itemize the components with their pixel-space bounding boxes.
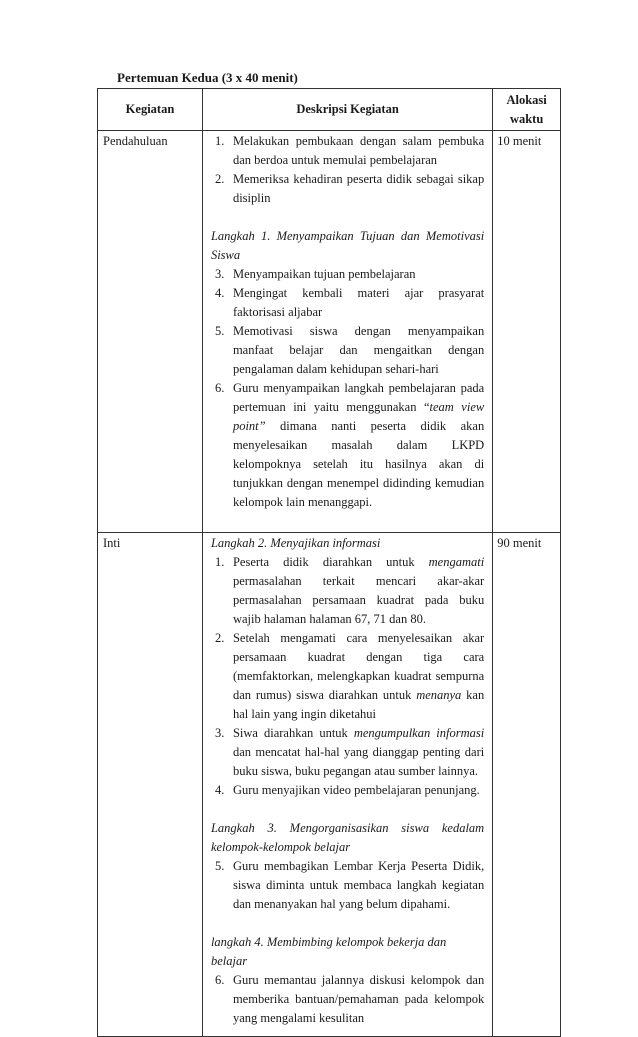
phase-description [202,533,492,1037]
header-alokasi-line1: Alokasi [506,92,547,107]
step-heading: Langkah 2. Menyajikan informasi [210,536,381,550]
list-item: 4. Mengingat kembali materi ajar prasyarat faktorisasi aljabar [214,286,485,319]
table-header-row [98,89,561,131]
header-alokasi-line2: waktu [509,111,544,126]
list-item: 3. Menyampaikan tujuan pembelajaran [214,267,416,281]
header-deskripsi: Deskripsi Kegiatan [202,89,492,131]
page-title: Pertemuan Kedua (3 x 40 menit) [117,70,298,85]
list-item: 2. Memeriksa kehadiran peserta didik sebagai sikap disiplin [214,172,485,205]
list-item: 1. Melakukan pembukaan dengan salam pembuka dan berdoa untuk memulai pembelajaran [214,134,485,167]
list-item: 2. Setelah mengamati cara menyelesaikan akar persamaan kuadrat dengan tiga cara (memfaktorkan, melengkapkan kuadrat sempurna dan rumus) siswa diarahkan untuk menanya kan hal lain yang ingin diketahui [214,631,485,721]
header-kegiatan: Kegiatan [98,89,203,131]
list-item: 5. Guru membagikan Lembar Kerja Peserta Didik, siswa diminta untuk membaca langkah kegiatan dan menanyakan hal yang belum dipahami. [214,859,485,911]
list-item: 6. Guru menyampaikan langkah pembelajaran pada pertemuan ini yaitu menggunakan “team view point” dimana nanti peserta didik akan menyelesaikan masalah dalam LKPD kelompoknya setelah itu hasilnya akan di tunjukkan dengan menempel didinding kemudian kelompok lain menanggapi. [214,381,485,509]
phase-label: Pendahuluan [98,131,203,533]
phase-time: 90 menit [493,533,561,1037]
step-heading: Langkah 1. Menyampaikan Tujuan dan Memotivasi [210,229,485,243]
table-row-inti [98,533,561,1037]
list-item: 3. Siwa diarahkan untuk mengumpulkan informasi dan mencatat hal-hal yang dianggap penting dari buku siswa, buku pegangan atau sumber lainnya. [214,726,485,778]
step-heading-cont: kelompok-kelompok belajar [210,840,351,854]
phase-label: Inti [98,533,203,1037]
table-row-pendahuluan [98,131,561,533]
list-item: 5. Memotivasi siswa dengan menyampaikan manfaat belajar dan mengaitkan dengan pengalaman dalam kehidupan sehari-hari [214,324,485,376]
step-heading: langkah 4. Membimbing kelompok bekerja dan belajar [210,935,447,968]
phase-description [202,131,492,533]
list-item: 1. Peserta didik diarahkan untuk mengamati permasalahan terkait mencari akar-akar permasalahan persamaan kuadrat pada buku wajib halaman halaman 67, 71 dan 80. [214,555,485,626]
phase-time: 10 menit [493,131,561,533]
activity-table [97,88,561,1037]
list-item: 4. Guru menyajikan video pembelajaran penunjang. [214,783,480,797]
step-heading-cont: Siswa [210,248,241,262]
list-item: 6. Guru memantau jalannya diskusi kelompok dan memberika bantuan/pemahaman pada kelompok yang mengalami kesulitan [214,973,485,1025]
step-heading: Langkah 3. Mengorganisasikan siswa kedalam [210,821,485,835]
header-alokasi [493,89,561,131]
